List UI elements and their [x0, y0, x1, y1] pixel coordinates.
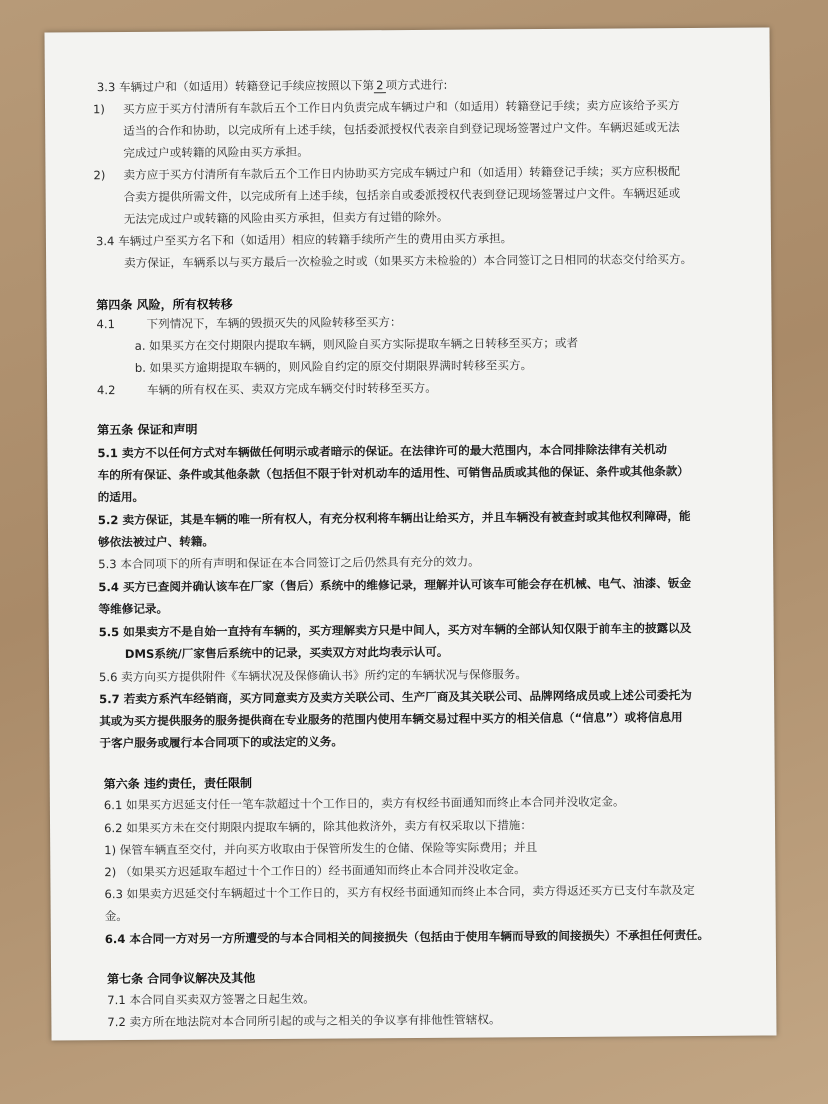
- clause-5-3: 5.3 本合同项下的所有声明和保证在本合同签订之后仍然具有充分的效力。: [98, 554, 480, 572]
- clause-5-6: 5.6 卖方向买方提供附件《车辆状况及保修确认书》所约定的车辆状况与保修服务。: [98, 667, 527, 685]
- clause-4-1-b: b. 如果买方逾期提取车辆的，则风险自约定的原交付期限界满时转移至买方。: [134, 358, 533, 375]
- clause-6-1: 6.1 如果买方迟延支付任一笔车款超过十个工作日的，卖方有权经书面通知而终止本合同并没收定金。: [103, 794, 625, 813]
- clause-6-2-1: 1) 保管车辆直至交付，并向买方收取由于保管所发生的仓储、保险等实际费用；并且: [104, 840, 538, 858]
- clause-5-7-line: 其或为买方提供服务的服务提供商在专业服务的范围内使用车辆交易过程中买方的相关信息（“信息”）或将信息用: [99, 710, 683, 729]
- document-page: [44, 27, 776, 1040]
- clause-5-1-line: 车的所有保证、条件或其他条款（包括但不限于针对机动车的适用性、可销售品质或其他的保证、条件或其他条款）: [97, 464, 689, 483]
- clause-4-1: 下列情况下，车辆的毁损灭失的风险转移至买方：: [146, 315, 402, 331]
- clause-3-3-1-line: 买方应于买方付清所有车款后五个工作日内负责完成车辆过户和（如适用）转籍登记手续；卖方应该给予买方: [122, 98, 680, 116]
- clause-3-3-1-line: 适当的合作和协助，以完成所有上述手续，包括委派授权代表亲自到登记现场签署过户文件。车辆迟延或无法: [123, 120, 680, 138]
- clause-6-2: 6.2 如果买方未在交付期限内提取车辆的，除其他救济外，卖方有权采取以下措施：: [103, 818, 533, 836]
- clause-3-3-2-line: 卖方应于买方付清所有车款后五个工作日内协助买方完成车辆过户和（如适用）转籍登记手续；买方应积极配: [123, 164, 681, 182]
- clause-5-7: 5.7 若卖方系汽车经销商，买方同意卖方及卖方关联公司、生产厂商及其关联公司、品牌网络成员或上述公司委托为: [99, 688, 692, 707]
- clause-5-5-line: DMS系统/厂家售后系统中的记录，买卖双方对此均表示认可。: [124, 644, 449, 661]
- clause-5-7-line: 于客户服务或履行本合同项下的或法定的义务。: [99, 734, 343, 751]
- clause-5-1: 5.1 卖方不以任何方式对车辆做任何明示或者暗示的保证。在法律许可的最大范围内，本合同排除法律有关机动: [97, 442, 667, 461]
- clause-3-3-2-number: 2): [93, 168, 106, 183]
- clause-6-4: 6.4 本合同一方对另一方所遭受的与本合同相关的间接损失（包括由于使用车辆而导致的间接损失）不承担任何责任。: [104, 927, 710, 947]
- clause-5-4-line: 等维修记录。: [98, 601, 169, 617]
- clause-5-2: 5.2 卖方保证，其是车辆的唯一所有权人，有充分权利将车辆出让给买方，并且车辆没有被查封或其他权利障碍，能: [97, 509, 691, 528]
- clause-5-1-line: 的适用。: [97, 489, 145, 505]
- clause-4-1-number: 4.1: [96, 317, 116, 332]
- article-4-title: 第四条 风险，所有权转移: [96, 297, 233, 313]
- clause-5-2-line: 够依法被过户、转籍。: [98, 534, 215, 550]
- clause-4-2-number: 4.2: [96, 383, 116, 398]
- clause-6-3-line: 金。: [104, 908, 128, 924]
- clause-3-3-1-line: 完成过户或转籍的风险由买方承担。: [123, 144, 309, 160]
- clause-4-1-a: a. 如果买方在交付期限内提取车辆，则风险自买方实际提取车辆之日转移至买方；或者: [134, 335, 579, 353]
- clause-3-4-line: 卖方保证，车辆系以与买方最后一次检验之时或（如果买方未检验的）本合同签订之日相同的状态交付给买方。: [124, 252, 693, 270]
- article-5-title: 第五条 保证和声明: [97, 422, 198, 438]
- clause-6-3: 6.3 如果卖方迟延交付车辆超过十个工作日的，买方有权经书面通知而终止本合同，卖方得返还买方已支付车款及定: [104, 883, 695, 902]
- clause-3-3-2-line: 合卖方提供所需文件，以完成所有上述手续，包括亲自或委派授权代表到登记现场签署过户文件。车辆迟延或: [123, 186, 681, 204]
- clause-6-2-2: 2) （如果买方迟延取车超过十个工作日的）经书面通知而终止本合同并没收定金。: [104, 862, 526, 880]
- article-7-title: 第七条 合同争议解决及其他: [107, 971, 256, 987]
- clause-3-4: 3.4 车辆过户至买方名下和（如适用）相应的转籍手续所产生的费用由买方承担。: [95, 231, 513, 249]
- clause-4-2: 车辆的所有权在买、卖双方完成车辆交付时转移至买方。: [146, 380, 437, 397]
- clause-3-3-heading: 3.3 车辆过户和（如适用）转籍登记手续应按照以下第 2 项方式进行:: [96, 77, 448, 95]
- clause-5-4: 5.4 买方已查阅并确认该车在厂家（售后）系统中的维修记录，理解并认可该车可能会存在机械、电气、油漆、钣金: [98, 576, 692, 595]
- article-6-title: 第六条 违约责任，责任限制: [103, 776, 252, 792]
- clause-3-3-blank: 2: [374, 78, 385, 93]
- clause-7-2: 7.2 卖方所在地法院对本合同所引起的或与之相关的争议享有排他性管辖权。: [107, 1012, 501, 1030]
- clause-7-1: 7.1 本合同自买卖双方签署之日起生效。: [107, 991, 315, 1008]
- clause-5-5: 5.5 如果卖方不是自始一直持有车辆的，买方理解卖方只是中间人，买方对车辆的全部认知仅限于前车主的披露以及: [98, 621, 692, 640]
- clause-3-3-1-number: 1): [92, 102, 105, 117]
- clause-3-3-2-line: 无法完成过户或转籍的风险由买方承担，但卖方有过错的除外。: [123, 209, 449, 226]
